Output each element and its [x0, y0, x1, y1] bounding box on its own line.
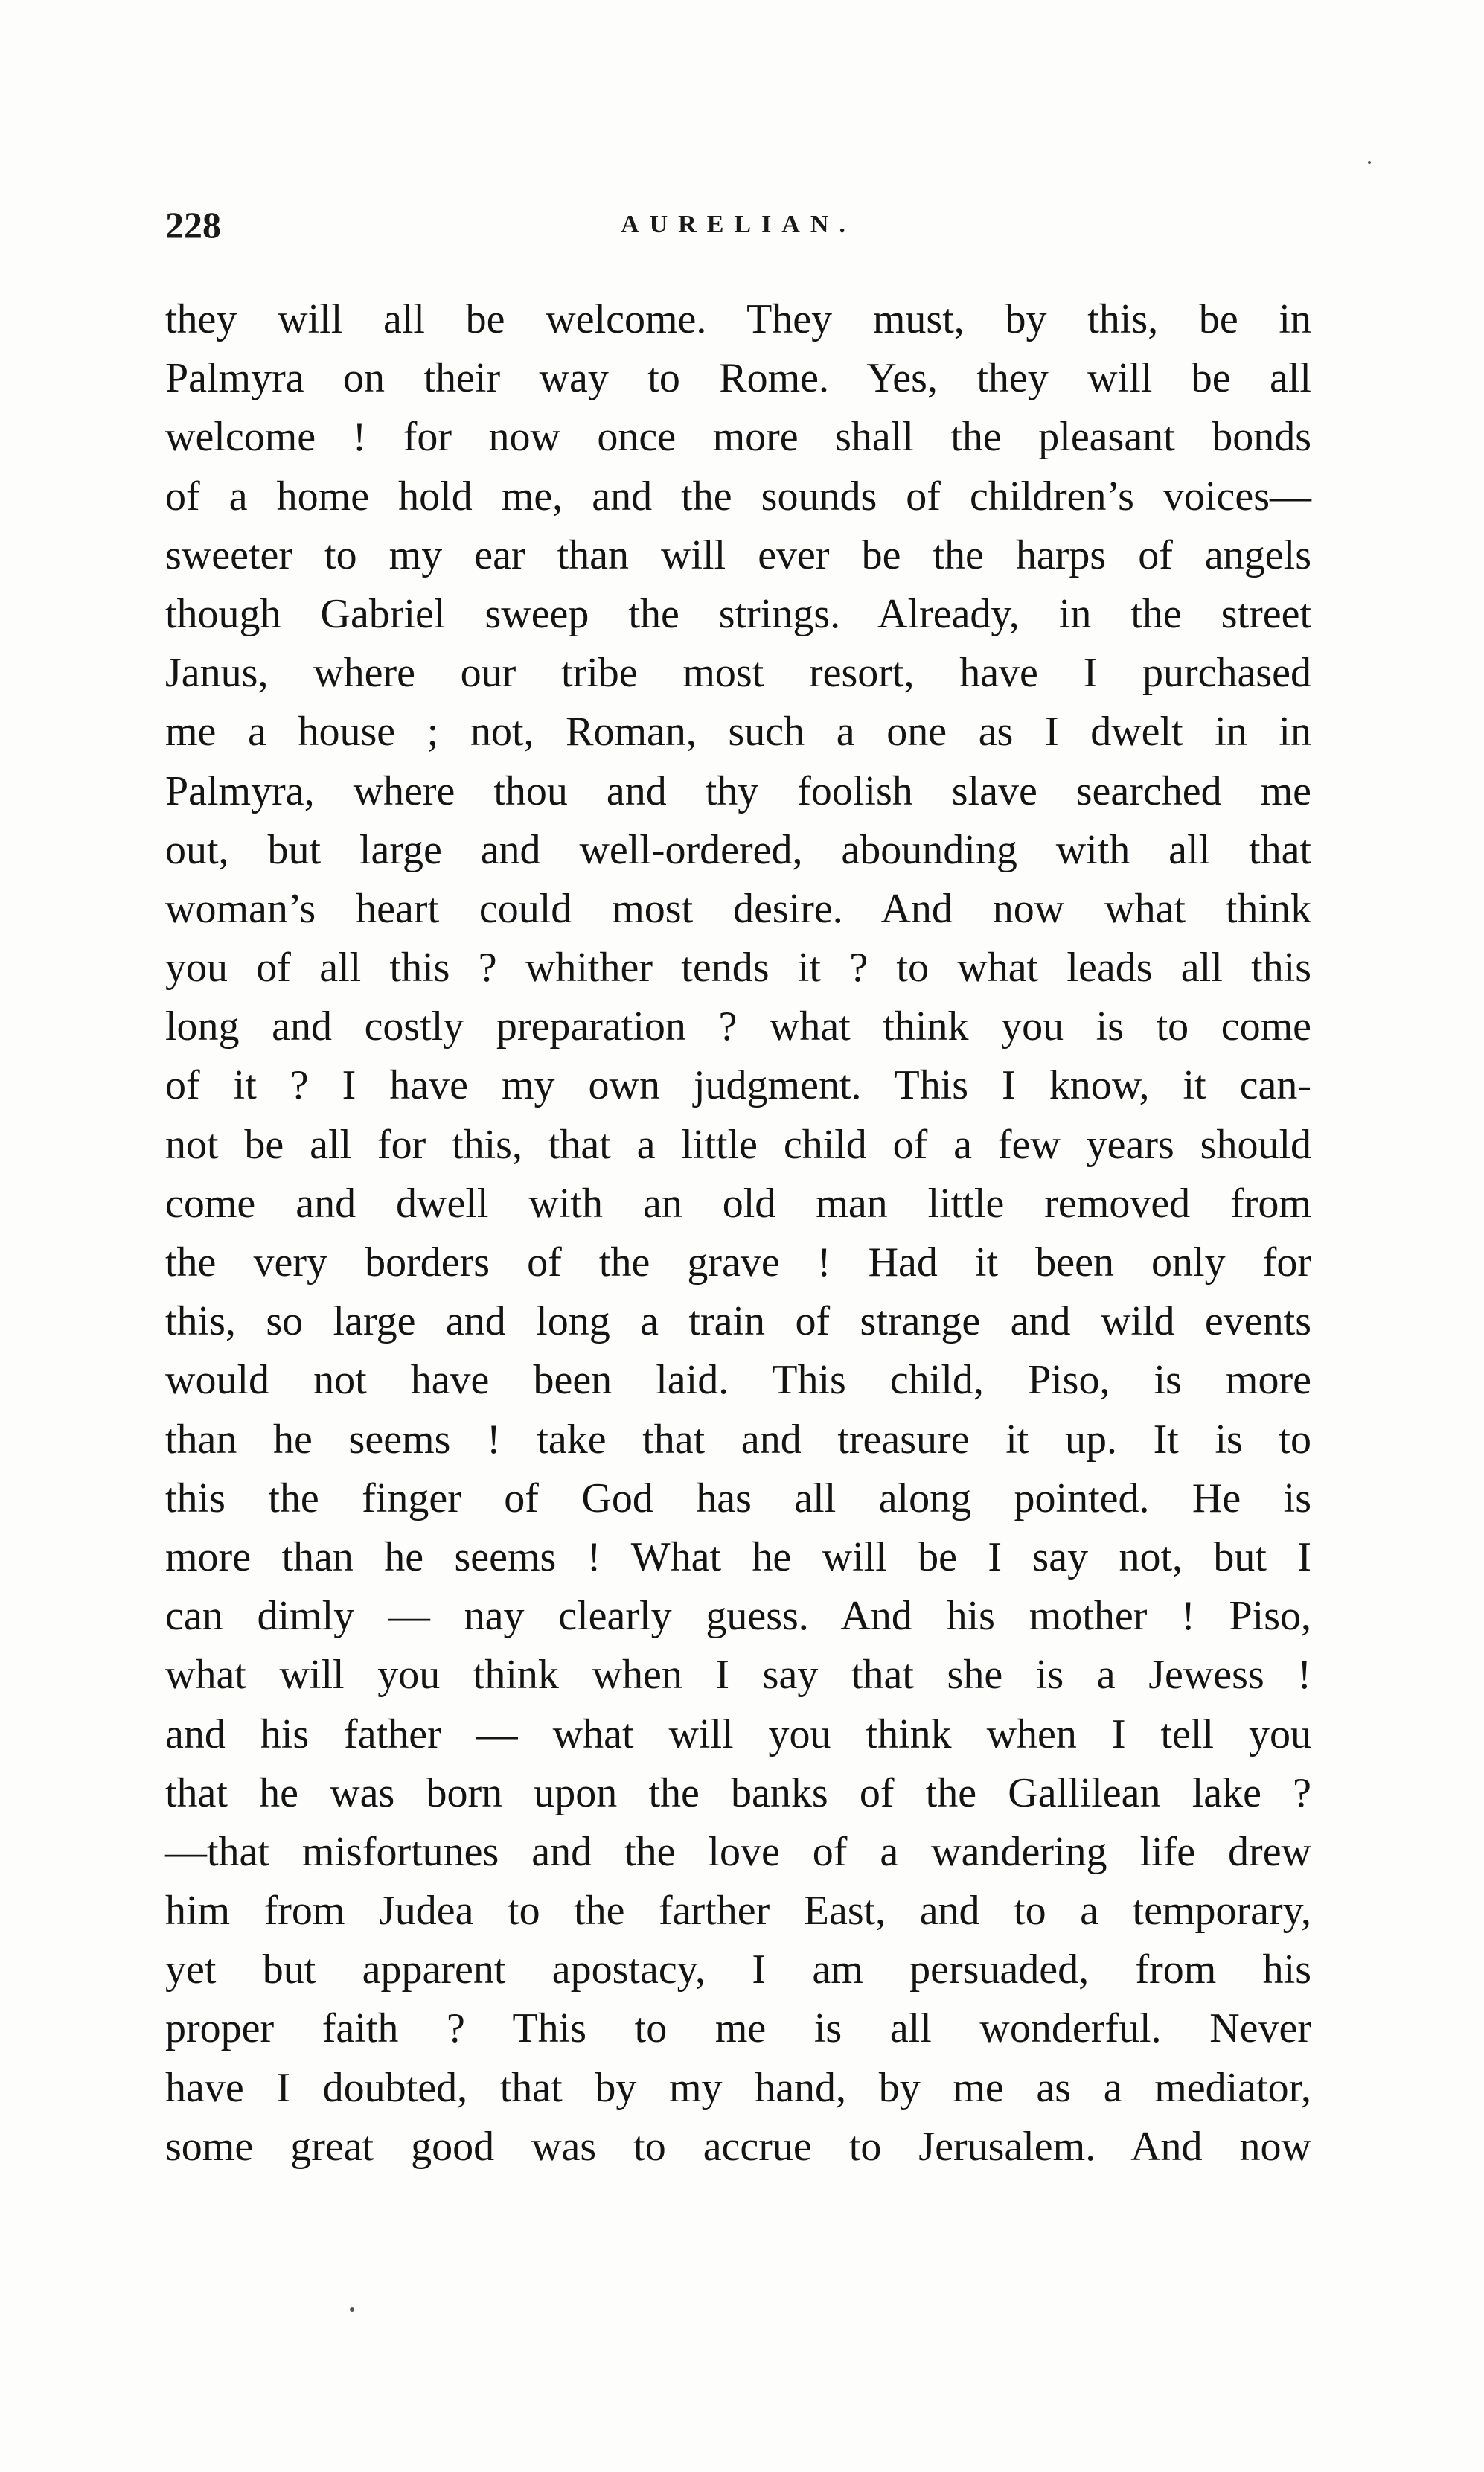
text-line: you of all this ? whither tends it ? to what leads all this — [165, 945, 1311, 991]
text-line: Palmyra on their way to Rome. Yes, they will be all — [165, 355, 1311, 402]
text-line: me a house ; not, Roman, such a one as I dwelt in in — [165, 709, 1311, 756]
text-line: that he was born upon the banks of the Gallilean lake ? — [165, 1769, 1311, 1816]
text-line: can dimly — nay clearly guess. And his mother ! Piso, — [165, 1593, 1311, 1640]
text-line: yet but apparent apostacy, I am persuaded, from his — [165, 1946, 1311, 1993]
text-line: —that misfortunes and the love of a wandering life drew — [165, 1828, 1311, 1875]
text-line: welcome ! for now once more shall the pleasant bonds — [165, 414, 1311, 461]
text-line: more than he seems ! What he will be I say not, but I — [165, 1533, 1311, 1580]
paper-speck — [350, 2307, 354, 2312]
page-number: 228 — [165, 204, 221, 246]
text-line: not be all for this, that a little child of a few years should — [165, 1121, 1311, 1168]
text-line: out, but large and well-ordered, abounding with all that — [165, 826, 1311, 873]
paper-speck — [1368, 161, 1371, 164]
text-line: come and dwell with an old man little removed from — [165, 1180, 1311, 1227]
text-line: they will all be welcome. They must, by this, be in — [165, 296, 1311, 342]
text-line: have I doubted, that by my hand, by me as a mediator, — [165, 2064, 1311, 2111]
text-line: of a home hold me, and the sounds of children’s voices— — [165, 473, 1311, 520]
body-text — [165, 290, 1311, 2176]
text-line: woman’s heart could most desire. And now what think — [165, 885, 1311, 932]
text-line: sweeter to my ear than will ever be the harps of angels — [165, 531, 1311, 578]
text-line: of it ? I have my own judgment. This I know, it can- — [165, 1062, 1311, 1109]
text-line: proper faith ? This to me is all wonderful. Never — [165, 2005, 1311, 2052]
text-line: than he seems ! take that and treasure it up. It is to — [165, 1416, 1311, 1463]
running-title: AURELIAN. — [621, 211, 856, 238]
text-line: what will you think when I say that she is a Jewess ! — [165, 1652, 1311, 1699]
text-line: this the finger of God has all along pointed. He is — [165, 1475, 1311, 1521]
page-header — [165, 195, 1311, 255]
text-line: him from Judea to the farther East, and to a temporary, — [165, 1888, 1311, 1935]
text-line: Janus, where our tribe most resort, have I purchased — [165, 650, 1311, 697]
text-line: this, so large and long a train of strange and wild events — [165, 1298, 1311, 1345]
text-line: would not have been laid. This child, Piso, is more — [165, 1357, 1311, 1404]
text-line: some great good was to accrue to Jerusalem. And now — [165, 2123, 1311, 2170]
text-line: though Gabriel sweep the strings. Already, in the street — [165, 590, 1311, 637]
text-line: Palmyra, where thou and thy foolish slave searched me — [165, 767, 1311, 814]
text-line: the very borders of the grave ! Had it been only for — [165, 1239, 1311, 1285]
text-line: long and costly preparation ? what think you is to come — [165, 1003, 1311, 1050]
text-line: and his father — what will you think when I tell you — [165, 1711, 1311, 1757]
